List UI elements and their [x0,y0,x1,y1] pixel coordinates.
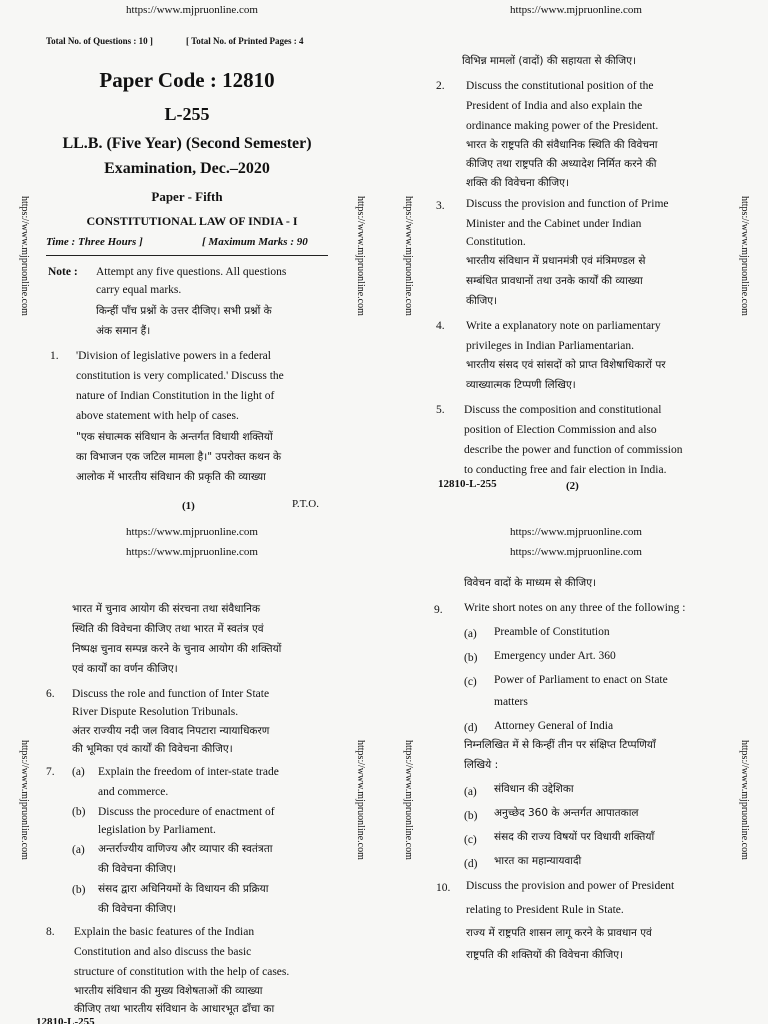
q7a-hi-label: (a) [72,844,85,856]
q4-en-2: privileges in Indian Parliamentarian. [466,340,634,352]
exam-page-4 [384,512,768,1024]
watermark-url-top-2: https://www.mjpruonline.com [126,546,258,558]
q7a-en-1: Explain the freedom of inter-state trade [98,766,279,778]
q7a-label: (a) [72,766,85,778]
note-hi-1: किन्हीं पाँच प्रश्नों के उत्तर दीजिए। सभी प्रश्नों के [96,305,272,317]
question-4-number: 4. [436,320,445,332]
q2-hi-3: शक्ति की विवेचना कीजिए। [466,177,569,189]
footer-paper-code: 12810-L-255 [36,1016,95,1024]
q8-hi-1: भारतीय संविधान की मुख्य विशेषताओं की व्याख्या [74,985,263,997]
q6-hi-1: अंतर राज्यीय नदी जल विवाद निपटारा न्यायाधिकरण [72,725,270,737]
exam-page-2 [384,0,768,512]
header-divider [46,255,328,256]
watermark-url-top: https://www.mjpruonline.com [510,4,642,16]
time-allowed: Time : Three Hours ] [46,236,143,248]
q9-hi-item-label: (c) [464,834,477,846]
q5-hi-4: एवं कार्यों का वर्णन कीजिए। [72,663,178,675]
watermark-url-right: https://www.mjpruonline.com [355,740,366,860]
q1-continuation: विभिन्न मामलों (वादों) की सहायता से कीजिए। [462,55,636,67]
question-2-number: 2. [436,80,445,92]
q10-hi-1: राज्य में राष्ट्रपति शासन लागू करने के प्रावधान एवं [466,927,652,939]
question-1-number: 1. [50,350,59,362]
q2-en-3: ordinance making power of the President. [466,120,659,132]
q9-hi-2: लिखिये : [464,759,499,771]
q9-hi-item-label: (b) [464,810,478,822]
subject-title: CONSTITUTIONAL LAW OF INDIA - I [86,214,298,228]
q3-en-3: Constitution. [466,236,526,248]
q9-hi-item-text: संसद की राज्य विषयों पर विधायी शक्तियाँ [494,831,655,843]
q9-hi-item-text: भारत का महान्यायवादी [494,855,582,867]
q5-en-1: Discuss the composition and constitutional [464,404,662,416]
q3-hi-3: कीजिए। [466,295,498,307]
q1-en-3: nature of Indian Constitution in the light of [76,390,275,402]
q10-en-1: Discuss the provision and power of President [466,880,675,892]
q9-item-label: (b) [464,652,478,664]
q8-en-3: structure of constitution with the help of cases. [74,966,290,978]
q6-hi-2: की भूमिका एवं कार्यों की विवेचना कीजिए। [72,743,233,755]
q3-hi-2: सम्बंधित प्रावधानों तथा उनके कार्यों की व्याख्या [466,275,643,287]
q5-hi-3: निष्पक्ष चुनाव सम्पन्न करने के चुनाव आयोग की शक्तियों [72,643,282,655]
watermark-url-top-2: https://www.mjpruonline.com [510,546,642,558]
q9-item-text: Preamble of Constitution [494,626,610,638]
q1-en-1: 'Division of legislative powers in a federal [76,350,271,362]
q5-en-3: describe the power and function of commission [464,444,683,456]
q8-continuation: विवेचन वादों के माध्यम से कीजिए। [464,577,596,589]
q9-hi-item-text: अनुच्छेद 360 के अन्तर्गत आपातकाल [494,807,639,819]
q7b-en-1: Discuss the procedure of enactment of [98,806,275,818]
q3-hi-1: भारतीय संविधान में प्रधानमंत्री एवं मंत्रिमण्डल से [466,255,646,267]
watermark-url-left: https://www.mjpruonline.com [403,196,414,316]
question-10-number: 10. [436,882,451,894]
max-marks: [ Maximum Marks : 90 [202,236,308,248]
watermark-url-left: https://www.mjpruonline.com [403,740,414,860]
course-title: LL.B. (Five Year) (Second Semester) [62,135,312,152]
q9-hi-item-text: संविधान की उद्देशिका [494,783,574,795]
q7a-hi-2: की विवेचना कीजिए। [98,863,177,875]
q1-hi-3: आलोक में भारतीय संविधान की प्रकृति की व्याख्या [76,471,266,483]
q7b-label: (b) [72,806,86,818]
note-label: Note : [48,266,78,278]
watermark-url-top-1: https://www.mjpruonline.com [510,526,642,538]
q7a-hi-1: अन्तर्राज्यीय वाणिज्य और व्यापार की स्वतंत्रता [98,843,273,855]
q9-hi-1: निम्नलिखित में से किन्हीं तीन पर संक्षिप्त टिप्पणियाँ [464,739,656,751]
q10-hi-2: राष्ट्रपति की शक्तियों की विवेचना कीजिए। [466,949,624,961]
watermark-url-top-1: https://www.mjpruonline.com [126,526,258,538]
q1-en-2: constitution is very complicated.' Discuss the [76,370,284,382]
q9-hi-item-label: (a) [464,786,477,798]
q4-hi-1: भारतीय संसद एवं सांसदों को प्राप्त विशेषाधिकारों पर [466,359,666,371]
watermark-url-right: https://www.mjpruonline.com [739,196,750,316]
question-8-number: 8. [46,926,55,938]
watermark-url-left: https://www.mjpruonline.com [19,196,30,316]
exam-page-1 [0,0,384,512]
question-7-number: 7. [46,766,55,778]
total-questions: Total No. of Questions : 10 ] [46,36,153,46]
paper-code: Paper Code : 12810 [99,68,275,92]
q7b-hi-label: (b) [72,884,86,896]
q5-hi-1: भारत में चुनाव आयोग की संरचना तथा संवैधानिक [72,603,261,615]
q9-hi-item-label: (d) [464,858,478,870]
note-en-1: Attempt any five questions. All questions [96,266,287,278]
q1-hi-1: "एक संघात्मक संविधान के अन्तर्गत विधायी शक्तियों [76,431,273,443]
q5-hi-2: स्थिति की विवेचना कीजिए तथा भारत में स्वतंत्र एवं [72,623,264,635]
watermark-url-right: https://www.mjpruonline.com [355,196,366,316]
watermark-url-top: https://www.mjpruonline.com [126,4,258,16]
q7a-en-2: and commerce. [98,786,169,798]
q8-en-2: Constitution and also discuss the basic [74,946,252,958]
q10-en-2: relating to President Rule in State. [466,904,624,916]
q4-en-1: Write a explanatory note on parliamentary [466,320,661,332]
q9-item-label: (c) [464,676,477,688]
q8-en-1: Explain the basic features of the Indian [74,926,255,938]
q9-item-label: (d) [464,722,478,734]
pto-label: P.T.O. [292,498,319,510]
q9-item-text: Power of Parliament to enact on State [494,674,668,686]
course-code: L-255 [164,104,210,124]
note-hi-2: अंक समान हैं। [96,325,151,337]
footer-paper-code: 12810-L-255 [438,478,497,490]
total-pages: [ Total No. of Printed Pages : 4 [186,36,304,46]
q7b-hi-2: की विवेचना कीजिए। [98,903,177,915]
q6-en-2: River Dispute Resolution Tribunals. [72,706,239,718]
q9-item-text: Emergency under Art. 360 [494,650,616,662]
page-number: (2) [566,480,579,492]
exam-page-3 [0,512,384,1024]
question-3-number: 3. [436,200,445,212]
question-6-number: 6. [46,688,55,700]
q4-hi-2: व्याख्यात्मक टिप्पणी लिखिए। [466,379,576,391]
question-9-number: 9. [434,604,443,616]
paper-number: Paper - Fifth [151,189,223,204]
question-5-number: 5. [436,404,445,416]
q7b-hi-1: संसद द्वारा अधिनियमों के विधायन की प्रक्रिया [98,883,269,895]
watermark-url-left: https://www.mjpruonline.com [19,740,30,860]
watermark-url-right: https://www.mjpruonline.com [739,740,750,860]
q9-item-text: Attorney General of India [494,720,614,732]
note-en-2: carry equal marks. [96,284,182,296]
q2-en-2: President of India and also explain the [466,100,643,112]
q8-hi-2: कीजिए तथा भारतीय संविधान के आधारभूत ढाँचा का [74,1003,275,1015]
q2-hi-1: भारत के राष्ट्रपति की संवैधानिक स्थिति की विवेचना [466,139,658,151]
q2-en-1: Discuss the constitutional position of the [466,80,654,92]
page-number: (1) [182,500,195,512]
q3-en-2: Minister and the Cabinet under Indian [466,218,642,230]
q5-en-2: position of Election Commission and also [464,424,657,436]
q5-en-4: to conducting free and fair election in India. [464,464,667,476]
q1-hi-2: का विभाजन एक जटिल मामला है।" उपरोक्त कथन के [76,451,282,463]
q9-item-text: matters [494,696,528,708]
q2-hi-2: कीजिए तथा राष्ट्रपति की अध्यादेश निर्मित करने की [466,158,657,170]
q7b-en-2: legislation by Parliament. [98,824,216,836]
q1-en-4: above statement with help of cases. [76,410,239,422]
q9-en: Write short notes on any three of the following : [464,602,686,614]
q9-item-label: (a) [464,628,477,640]
q6-en-1: Discuss the role and function of Inter State [72,688,270,700]
exam-session: Examination, Dec.–2020 [104,160,270,177]
q3-en-1: Discuss the provision and function of Prime [466,198,669,210]
